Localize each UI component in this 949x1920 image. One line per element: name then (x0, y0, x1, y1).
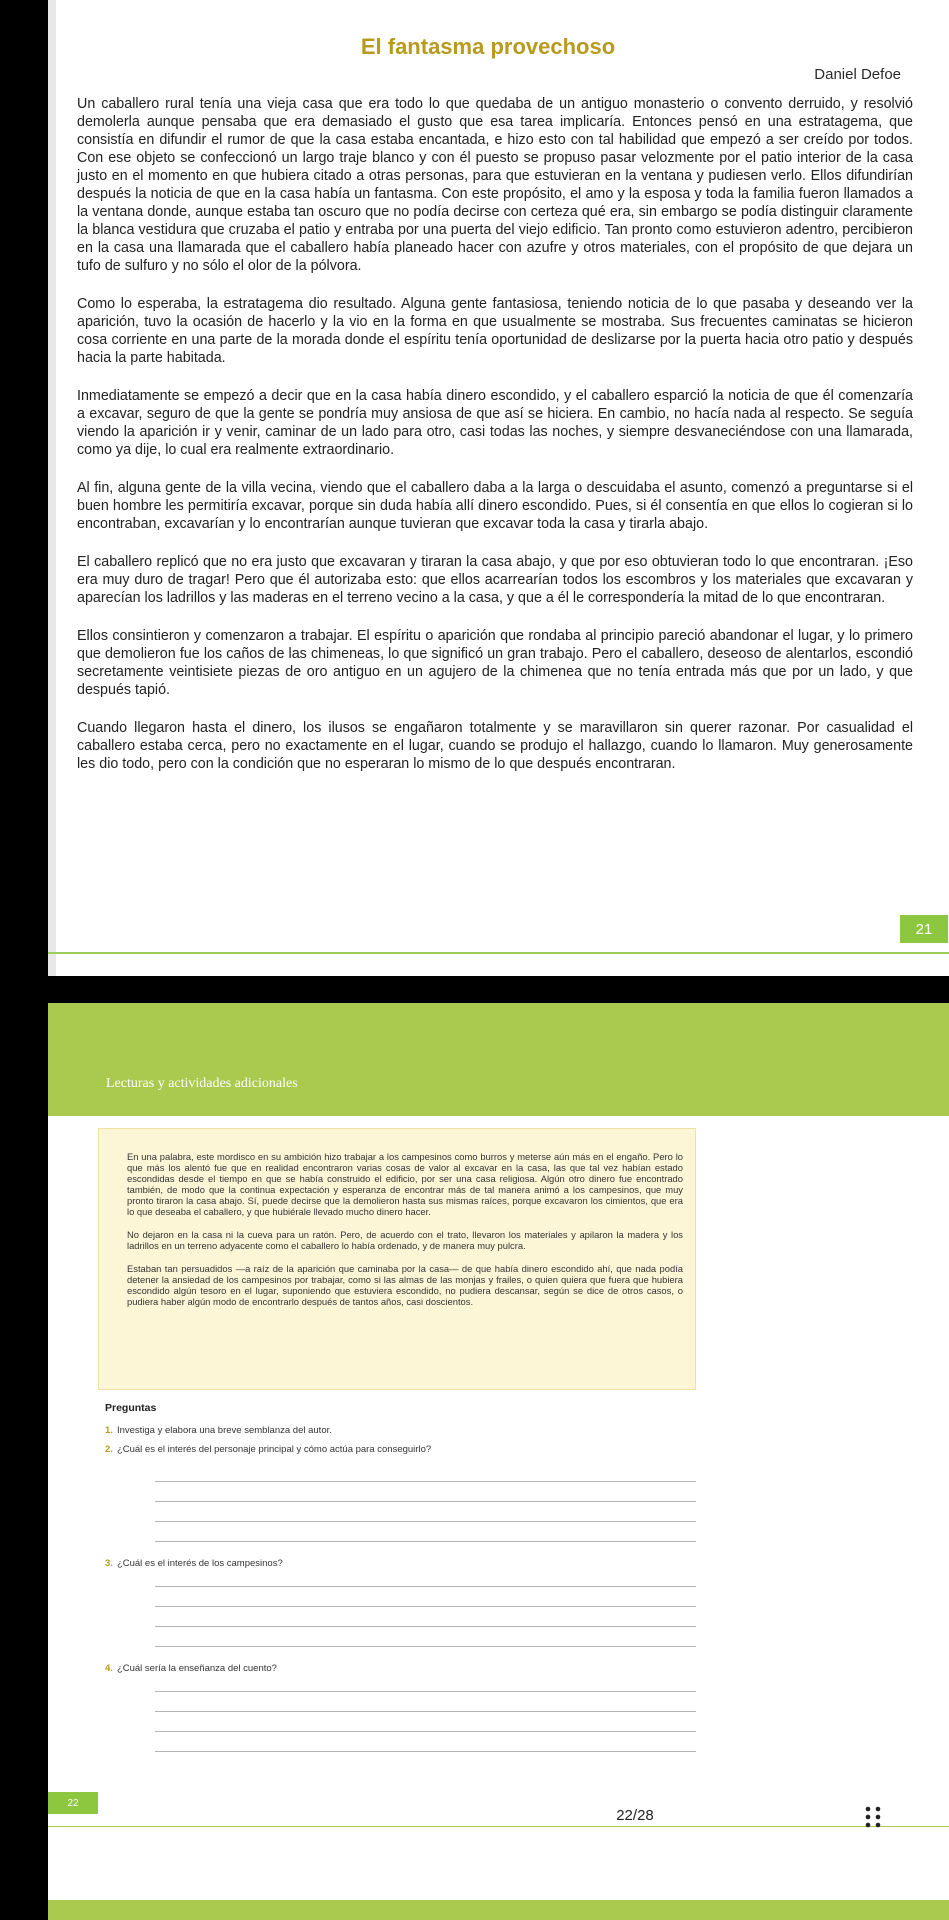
story-paragraph: El caballero replicó que no era justo que excavaran y tiraran la casa abajo, y que por eso obtuvieran todo lo que encontraran. ¡Eso era muy duro de tragar! Pero que él autorizaba esto: que ellos acarrearían todos los escombros y los materiales que excavaran y aparecían los ladrillos y las maderas en el terreno vecino a la casa, y que a él le correspondería la mitad de lo que encontraran. (77, 554, 913, 606)
question-text: ¿Cuál es el interés del personaje principal y cómo actúa para conseguirlo? (116, 1444, 432, 1455)
answer-line[interactable] (155, 1711, 696, 1712)
question-number: 4. (105, 1663, 113, 1674)
story-paragraph: Un caballero rural tenía una vieja casa que era todo lo que quedaba de un antiguo monasterio o convento derruido, y resolvió demolerla aunque pensaba que era demasiado el gusto que esa tarea implicaría. Entonces pensó en una estratagema, que consistía en difundir el rumor de que la casa estaba encantada, e hizo esto con tal habilidad que empezó a ser creído por todos. Con ese objeto se confeccionó un largo traje blanco y con él puesto se propuso pasar velozmente por el patio interior de la casa justo en el momento en que hubiera citado a otras personas, para que estuvieran en la ventana y pudiesen verlo. Ellos difundirían después la noticia de que en la casa había un fantasma. Con este propósito, el amo y la esposa y toda la familia fueron llamados a la ventana donde, aunque estaba tan oscuro que no podía decirse con certeza qué era, sin embargo se podía distinguir claramente la blanca vestidura que cruzaba el patio y entraba por una puerta del viejo edificio. Tan pronto como estuvieron adentro, percibieron en la casa una llamarada que el caballero había planeado hacer con azufre y otros materiales, con el propósito de que dejara un tufo de sulfuro y no sólo el olor de la pólvora. (77, 96, 913, 274)
questions-title: Preguntas (105, 1402, 157, 1414)
question-item (105, 1558, 283, 1569)
answer-line[interactable] (155, 1541, 696, 1542)
page-number-badge: 21 (900, 915, 948, 943)
story-paragraph: Inmediatamente se empezó a decir que en la casa había dinero escondido, y el caballero esparció la noticia de que él comenzaría a excavar, seguro de que la gente se pondría muy ansiosa de que así se hiciera. En cambio, no hacía nada al respecto. Se seguía viendo la aparición ir y venir, caminar de un lado para otro, casi todas las noches, y siempre desvaneciéndose con una llamarada, como ya dije, lo cual era realmente extraordinario. (77, 388, 913, 458)
section-footer-band (48, 1900, 949, 1920)
question-number: 2. (105, 1444, 113, 1455)
page-edge-rule (48, 0, 56, 976)
box-paragraph: En una palabra, este mordisco en su ambición hizo trabajar a los campesinos como burros y meterse aún más en el engaño. Pero lo que más los alentó fue que en realidad encontraron varias cosas de valor al excavar en la casa, las que tal vez habían estado escondidas desde el tiempo en que se había construido el edificio, por ser una casa religiosa. Algún otro dinero fue encontrado también, de modo que la continua expectación y esperanza de encontrar más de tal manera animó a los campesinos, que muy pronto tiraron la casa abajo. Sí, puede decirse que la demolieron hasta sus mismas raíces, porque excavaron los cimientos, que era lo que deseaba el caballero, y que hubiérale llevado mucho dinero hacer. (127, 1151, 683, 1217)
question-number: 3. (105, 1558, 113, 1569)
answer-line[interactable] (155, 1691, 696, 1692)
box-paragraph: Estaban tan persuadidos —a raíz de la aparición que caminaba por la casa— de que había dinero escondido ahí, que nada podía detener la ansiedad de los campesinos por trabajar, como si las almas de las monjas y frailes, o quien quiera que fuera que hubiera escondido algún tesoro en el lugar, suponiendo que estuviera escondido, no pudiera descansar, según se dice de otros casos, o pudiera haber algún modo de encontrarlo después de tantos años, casi doscientos. (127, 1263, 683, 1307)
question-item (105, 1444, 431, 1455)
answer-line[interactable] (155, 1646, 696, 1647)
page-21 (48, 0, 949, 976)
question-text: ¿Cuál es el interés de los campesinos? (116, 1558, 283, 1569)
question-text: ¿Cuál sería la enseñanza del cuento? (116, 1663, 277, 1674)
question-number: 1. (105, 1425, 113, 1436)
story-author: Daniel Defoe (814, 66, 901, 83)
question-item (105, 1663, 277, 1674)
page-counter: 22/28 (616, 1807, 654, 1824)
question-item (105, 1425, 332, 1436)
story-continuation-box (98, 1128, 696, 1390)
story-paragraph: Al fin, alguna gente de la villa vecina, viendo que el caballero daba a la larga o descuidaba el asunto, comenzó a preguntarse si el buen hombre les permitiría excavar, porque sin duda había allí dinero escondido. Pues, si él consentía en que ellos lo cogieran si lo encontraban, excavarían y lo encontrarían aunque tuvieran que excavar toda la casa y tirarla abajo. (77, 480, 913, 532)
page-footer-rule (48, 952, 949, 954)
answer-line[interactable] (155, 1481, 696, 1482)
answer-line[interactable] (155, 1606, 696, 1607)
section-header-band (48, 1003, 949, 1116)
answer-line[interactable] (155, 1521, 696, 1522)
box-paragraph: No dejaron en la casa ni la cueva para un ratón. Pero, de acuerdo con el trato, llevaron los materiales y apilaron la madera y los ladrillos en un terreno adyacente como el caballero lo había ordenado, y de manera muy pulcra. (127, 1229, 683, 1251)
answer-line[interactable] (155, 1501, 696, 1502)
story-body (77, 95, 913, 793)
section-header-title: Lecturas y actividades adicionales (106, 1076, 298, 1091)
story-paragraph: Cuando llegaron hasta el dinero, los ilusos se engañaron totalmente y se maravillaron sin querer razonar. Por casualidad el caballero estaba cerca, pero no exactamente en el lugar, cuando se produjo el hallazgo, cuando lo llamaron. Muy generosamente les dio todo, pero con la condición que no esperaran lo mismo de lo que después encontraran. (77, 720, 913, 772)
story-paragraph: Como lo esperaba, la estratagema dio resultado. Alguna gente fantasiosa, teniendo noticia de lo que pasaba y deseando ver la aparición, tuvo la ocasión de hacerlo y la vio en la forma en que usualmente se mostraba. Sus frecuentes caminatas se hicieron cosa corriente en una parte de la morada donde el espíritu tenía oportunidad de deslizarse por la puerta hacia otro patio y después hacia la parte habitada. (77, 296, 913, 366)
answer-line[interactable] (155, 1586, 696, 1587)
page-footer-rule (48, 1826, 949, 1827)
answer-line[interactable] (155, 1731, 696, 1732)
answer-line[interactable] (155, 1751, 696, 1752)
page-number-badge: 22 (48, 1792, 98, 1814)
answer-line[interactable] (155, 1626, 696, 1627)
page-22 (48, 1003, 949, 1920)
story-paragraph: Ellos consintieron y comenzaron a trabajar. El espíritu o aparición que rondaba al principio pareció abandonar el lugar, y lo primero que demolieron fue los caños de las chimeneas, lo que significó un gran trabajo. Pero el caballero, deseoso de alentarlos, escondió secretamente veintisiete piezas de oro antiguo en un agujero de la chimenea que no tenía entrada más que por un lado, y que después tapió. (77, 628, 913, 698)
grid-dots-icon[interactable] (865, 1806, 881, 1828)
question-text: Investiga y elabora una breve semblanza del autor. (116, 1425, 332, 1436)
story-title: El fantasma provechoso (360, 34, 616, 59)
